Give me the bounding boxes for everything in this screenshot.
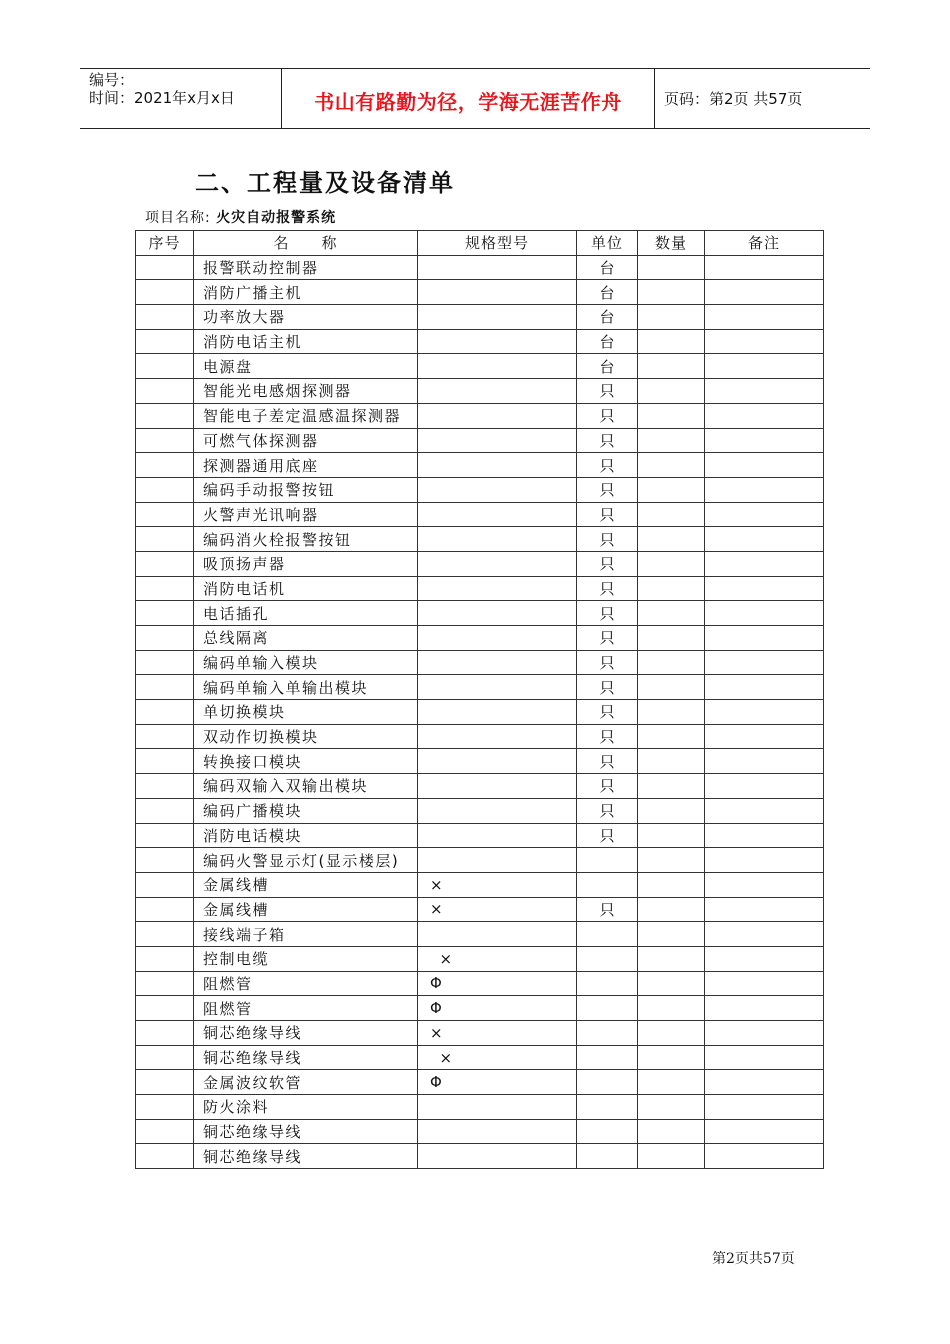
cell-qty: [638, 798, 705, 823]
cell-name: 编码双输入双输出模块: [194, 774, 418, 799]
cell-unit: 只: [577, 477, 638, 502]
cell-unit: 只: [577, 453, 638, 478]
cell-note: [705, 1070, 824, 1095]
cell-note: [705, 872, 824, 897]
cell-qty: [638, 428, 705, 453]
column-header-note: 备注: [705, 231, 824, 256]
cell-seq: [136, 724, 194, 749]
cell-spec: [418, 798, 577, 823]
cell-unit: 只: [577, 724, 638, 749]
cell-name: 总线隔离: [194, 626, 418, 651]
cell-spec: [418, 527, 577, 552]
cell-seq: [136, 329, 194, 354]
cell-qty: [638, 946, 705, 971]
cell-seq: [136, 774, 194, 799]
cell-qty: [638, 749, 705, 774]
cell-unit: 只: [577, 749, 638, 774]
cell-note: [705, 971, 824, 996]
cell-spec: [418, 1095, 577, 1120]
cell-qty: [638, 551, 705, 576]
cell-note: [705, 551, 824, 576]
cell-qty: [638, 626, 705, 651]
cell-qty: [638, 1095, 705, 1120]
cell-spec: [418, 305, 577, 330]
cell-note: [705, 354, 824, 379]
cell-unit: [577, 848, 638, 873]
cell-qty: [638, 1144, 705, 1169]
cell-spec: [418, 477, 577, 502]
table-row: [136, 823, 824, 848]
cell-qty: [638, 1070, 705, 1095]
cell-name: 消防广播主机: [194, 280, 418, 305]
table-row: [136, 774, 824, 799]
cell-note: [705, 798, 824, 823]
project-label: 项目名称:: [145, 210, 211, 226]
header-code-label: 编号：: [89, 71, 135, 89]
cell-spec: [418, 774, 577, 799]
cell-unit: 只: [577, 650, 638, 675]
cell-spec: ×: [418, 897, 577, 922]
cell-spec: [418, 848, 577, 873]
cell-name: 铜芯绝缘导线: [194, 1021, 418, 1046]
cell-seq: [136, 922, 194, 947]
table-row: [136, 724, 824, 749]
cell-seq: [136, 601, 194, 626]
cell-name: 编码广播模块: [194, 798, 418, 823]
cell-name: 电源盘: [194, 354, 418, 379]
cell-qty: [638, 1119, 705, 1144]
cell-spec: [418, 675, 577, 700]
cell-seq: [136, 823, 194, 848]
cell-qty: [638, 724, 705, 749]
cell-name: 金属线槽: [194, 872, 418, 897]
cell-spec: Φ: [418, 1070, 577, 1095]
cell-name: 消防电话主机: [194, 329, 418, 354]
table-row: [136, 798, 824, 823]
cell-name: 阻燃管: [194, 996, 418, 1021]
cell-name: 接线端子箱: [194, 922, 418, 947]
cell-name: 消防电话机: [194, 576, 418, 601]
cell-qty: [638, 996, 705, 1021]
cell-qty: [638, 280, 705, 305]
cell-seq: [136, 379, 194, 404]
cell-qty: [638, 872, 705, 897]
page-header: [80, 68, 870, 129]
table-row: [136, 305, 824, 330]
cell-spec: ×: [418, 946, 577, 971]
cell-name: 探测器通用底座: [194, 453, 418, 478]
column-header-name: 名 称: [194, 231, 418, 256]
header-time-label: 时间：2021年x月x日: [89, 89, 235, 107]
cell-note: [705, 823, 824, 848]
cell-note: [705, 477, 824, 502]
cell-unit: [577, 946, 638, 971]
cell-name: 智能电子差定温感温探测器: [194, 403, 418, 428]
header-page-label: 页码：第2页 共57页: [664, 90, 803, 108]
cell-name: 编码火警显示灯(显示楼层): [194, 848, 418, 873]
cell-spec: [418, 823, 577, 848]
cell-seq: [136, 749, 194, 774]
cell-seq: [136, 700, 194, 725]
cell-name: 单切换模块: [194, 700, 418, 725]
cell-spec: [418, 922, 577, 947]
table-row: [136, 1070, 824, 1095]
cell-spec: ×: [418, 1021, 577, 1046]
cell-unit: [577, 1021, 638, 1046]
cell-spec: [418, 601, 577, 626]
cell-seq: [136, 403, 194, 428]
cell-qty: [638, 477, 705, 502]
header-motto: 书山有路勤为径，学海无涯苦作舟: [314, 90, 622, 114]
cell-name: 消防电话模块: [194, 823, 418, 848]
cell-seq: [136, 477, 194, 502]
cell-name: 金属线槽: [194, 897, 418, 922]
cell-seq: [136, 848, 194, 873]
cell-qty: [638, 453, 705, 478]
cell-name: 防火涂料: [194, 1095, 418, 1120]
cell-unit: 只: [577, 626, 638, 651]
cell-note: [705, 1095, 824, 1120]
cell-unit: 只: [577, 823, 638, 848]
cell-qty: [638, 774, 705, 799]
cell-spec: [418, 1119, 577, 1144]
cell-unit: 只: [577, 576, 638, 601]
cell-note: [705, 650, 824, 675]
cell-qty: [638, 848, 705, 873]
cell-name: 智能光电感烟探测器: [194, 379, 418, 404]
cell-spec: [418, 379, 577, 404]
table-row: [136, 354, 824, 379]
cell-note: [705, 576, 824, 601]
cell-name: 报警联动控制器: [194, 255, 418, 280]
cell-seq: [136, 897, 194, 922]
cell-note: [705, 724, 824, 749]
table-row: [136, 971, 824, 996]
cell-qty: [638, 601, 705, 626]
cell-seq: [136, 650, 194, 675]
cell-note: [705, 527, 824, 552]
cell-qty: [638, 329, 705, 354]
cell-spec: ×: [418, 1045, 577, 1070]
column-header-spec: 规格型号: [418, 231, 577, 256]
cell-spec: [418, 1144, 577, 1169]
cell-qty: [638, 823, 705, 848]
project-line: [145, 207, 336, 227]
cell-unit: [577, 1119, 638, 1144]
cell-seq: [136, 1095, 194, 1120]
table-row: [136, 379, 824, 404]
cell-unit: [577, 1070, 638, 1095]
cell-name: 电话插孔: [194, 601, 418, 626]
cell-qty: [638, 1021, 705, 1046]
table-row: [136, 675, 824, 700]
cell-spec: ×: [418, 872, 577, 897]
cell-seq: [136, 428, 194, 453]
cell-qty: [638, 576, 705, 601]
cell-unit: [577, 872, 638, 897]
cell-unit: 只: [577, 774, 638, 799]
cell-unit: 只: [577, 700, 638, 725]
cell-unit: 只: [577, 675, 638, 700]
cell-seq: [136, 576, 194, 601]
cell-seq: [136, 946, 194, 971]
cell-seq: [136, 872, 194, 897]
cell-note: [705, 305, 824, 330]
cell-note: [705, 774, 824, 799]
cell-qty: [638, 971, 705, 996]
cell-note: [705, 626, 824, 651]
cell-name: 转换接口模块: [194, 749, 418, 774]
table-row: [136, 428, 824, 453]
table-row: [136, 1021, 824, 1046]
cell-unit: 台: [577, 255, 638, 280]
table-row: [136, 453, 824, 478]
cell-note: [705, 1045, 824, 1070]
cell-spec: [418, 403, 577, 428]
cell-unit: 只: [577, 551, 638, 576]
cell-note: [705, 428, 824, 453]
cell-seq: [136, 675, 194, 700]
equipment-table: [135, 230, 824, 1169]
cell-unit: [577, 922, 638, 947]
cell-qty: [638, 305, 705, 330]
header-divider: [654, 69, 655, 128]
cell-spec: [418, 453, 577, 478]
cell-name: 双动作切换模块: [194, 724, 418, 749]
cell-name: 编码单输入模块: [194, 650, 418, 675]
cell-spec: [418, 551, 577, 576]
cell-name: 控制电缆: [194, 946, 418, 971]
cell-name: 编码消火栓报警按钮: [194, 527, 418, 552]
cell-unit: [577, 1095, 638, 1120]
table-row: [136, 996, 824, 1021]
table-row: [136, 848, 824, 873]
table-body: [136, 255, 824, 1168]
cell-seq: [136, 280, 194, 305]
cell-unit: 只: [577, 897, 638, 922]
cell-seq: [136, 255, 194, 280]
table-row: [136, 255, 824, 280]
cell-seq: [136, 305, 194, 330]
project-name: 火灾自动报警系统: [216, 210, 337, 226]
column-header-qty: 数量: [638, 231, 705, 256]
cell-qty: [638, 897, 705, 922]
table-row: [136, 403, 824, 428]
cell-name: 阻燃管: [194, 971, 418, 996]
cell-qty: [638, 650, 705, 675]
cell-qty: [638, 255, 705, 280]
cell-note: [705, 1144, 824, 1169]
cell-qty: [638, 700, 705, 725]
cell-name: 铜芯绝缘导线: [194, 1144, 418, 1169]
table-row: [136, 626, 824, 651]
cell-spec: [418, 280, 577, 305]
cell-note: [705, 601, 824, 626]
page-footer: 第2页共57页: [712, 1251, 795, 1267]
cell-seq: [136, 354, 194, 379]
cell-note: [705, 1119, 824, 1144]
cell-note: [705, 453, 824, 478]
cell-spec: [418, 576, 577, 601]
table-row: [136, 1095, 824, 1120]
table-row: [136, 897, 824, 922]
cell-unit: [577, 971, 638, 996]
cell-note: [705, 946, 824, 971]
table-row: [136, 749, 824, 774]
cell-seq: [136, 1070, 194, 1095]
cell-note: [705, 403, 824, 428]
cell-note: [705, 897, 824, 922]
cell-unit: 只: [577, 379, 638, 404]
cell-note: [705, 280, 824, 305]
column-header-unit: 单位: [577, 231, 638, 256]
cell-unit: 只: [577, 428, 638, 453]
cell-name: 可燃气体探测器: [194, 428, 418, 453]
cell-name: 金属波纹软管: [194, 1070, 418, 1095]
cell-spec: [418, 428, 577, 453]
table-row: [136, 502, 824, 527]
cell-seq: [136, 1144, 194, 1169]
cell-note: [705, 502, 824, 527]
table-row: [136, 700, 824, 725]
cell-note: [705, 922, 824, 947]
cell-name: 吸顶扬声器: [194, 551, 418, 576]
cell-spec: [418, 329, 577, 354]
cell-qty: [638, 675, 705, 700]
cell-spec: Φ: [418, 996, 577, 1021]
cell-spec: [418, 724, 577, 749]
table-row: [136, 872, 824, 897]
cell-qty: [638, 922, 705, 947]
column-header-seq: 序号: [136, 231, 194, 256]
cell-unit: 只: [577, 502, 638, 527]
cell-seq: [136, 453, 194, 478]
cell-spec: [418, 354, 577, 379]
cell-qty: [638, 1045, 705, 1070]
cell-seq: [136, 527, 194, 552]
cell-unit: 只: [577, 527, 638, 552]
cell-qty: [638, 354, 705, 379]
cell-unit: 只: [577, 601, 638, 626]
cell-name: 铜芯绝缘导线: [194, 1119, 418, 1144]
cell-qty: [638, 403, 705, 428]
cell-note: [705, 749, 824, 774]
cell-unit: 台: [577, 305, 638, 330]
cell-spec: Φ: [418, 971, 577, 996]
page-title: 二、工程量及设备清单: [195, 169, 455, 197]
cell-seq: [136, 626, 194, 651]
table-row: [136, 329, 824, 354]
cell-unit: [577, 996, 638, 1021]
table-row: [136, 477, 824, 502]
cell-seq: [136, 502, 194, 527]
cell-qty: [638, 379, 705, 404]
cell-seq: [136, 1045, 194, 1070]
table-row: [136, 946, 824, 971]
cell-note: [705, 329, 824, 354]
cell-name: 铜芯绝缘导线: [194, 1045, 418, 1070]
table-row: [136, 527, 824, 552]
cell-note: [705, 255, 824, 280]
cell-name: 编码单输入单输出模块: [194, 675, 418, 700]
cell-note: [705, 848, 824, 873]
cell-unit: 只: [577, 798, 638, 823]
cell-spec: [418, 749, 577, 774]
cell-name: 火警声光讯响器: [194, 502, 418, 527]
cell-unit: 台: [577, 280, 638, 305]
cell-name: 编码手动报警按钮: [194, 477, 418, 502]
cell-unit: 台: [577, 354, 638, 379]
cell-unit: 台: [577, 329, 638, 354]
cell-note: [705, 379, 824, 404]
cell-spec: [418, 626, 577, 651]
cell-qty: [638, 527, 705, 552]
cell-unit: [577, 1144, 638, 1169]
cell-spec: [418, 502, 577, 527]
cell-qty: [638, 502, 705, 527]
cell-note: [705, 700, 824, 725]
cell-seq: [136, 551, 194, 576]
cell-seq: [136, 798, 194, 823]
table-header-row: [136, 231, 824, 256]
table-row: [136, 551, 824, 576]
table-row: [136, 601, 824, 626]
cell-seq: [136, 971, 194, 996]
cell-spec: [418, 255, 577, 280]
table-row: [136, 576, 824, 601]
cell-note: [705, 675, 824, 700]
cell-spec: [418, 650, 577, 675]
cell-unit: 只: [577, 403, 638, 428]
cell-note: [705, 996, 824, 1021]
table-row: [136, 1045, 824, 1070]
table-row: [136, 1119, 824, 1144]
table-row: [136, 922, 824, 947]
cell-name: 功率放大器: [194, 305, 418, 330]
table-row: [136, 1144, 824, 1169]
header-meta: [89, 71, 235, 107]
cell-seq: [136, 996, 194, 1021]
cell-note: [705, 1021, 824, 1046]
cell-unit: [577, 1045, 638, 1070]
cell-seq: [136, 1119, 194, 1144]
cell-seq: [136, 1021, 194, 1046]
table-row: [136, 280, 824, 305]
table-row: [136, 650, 824, 675]
cell-spec: [418, 700, 577, 725]
